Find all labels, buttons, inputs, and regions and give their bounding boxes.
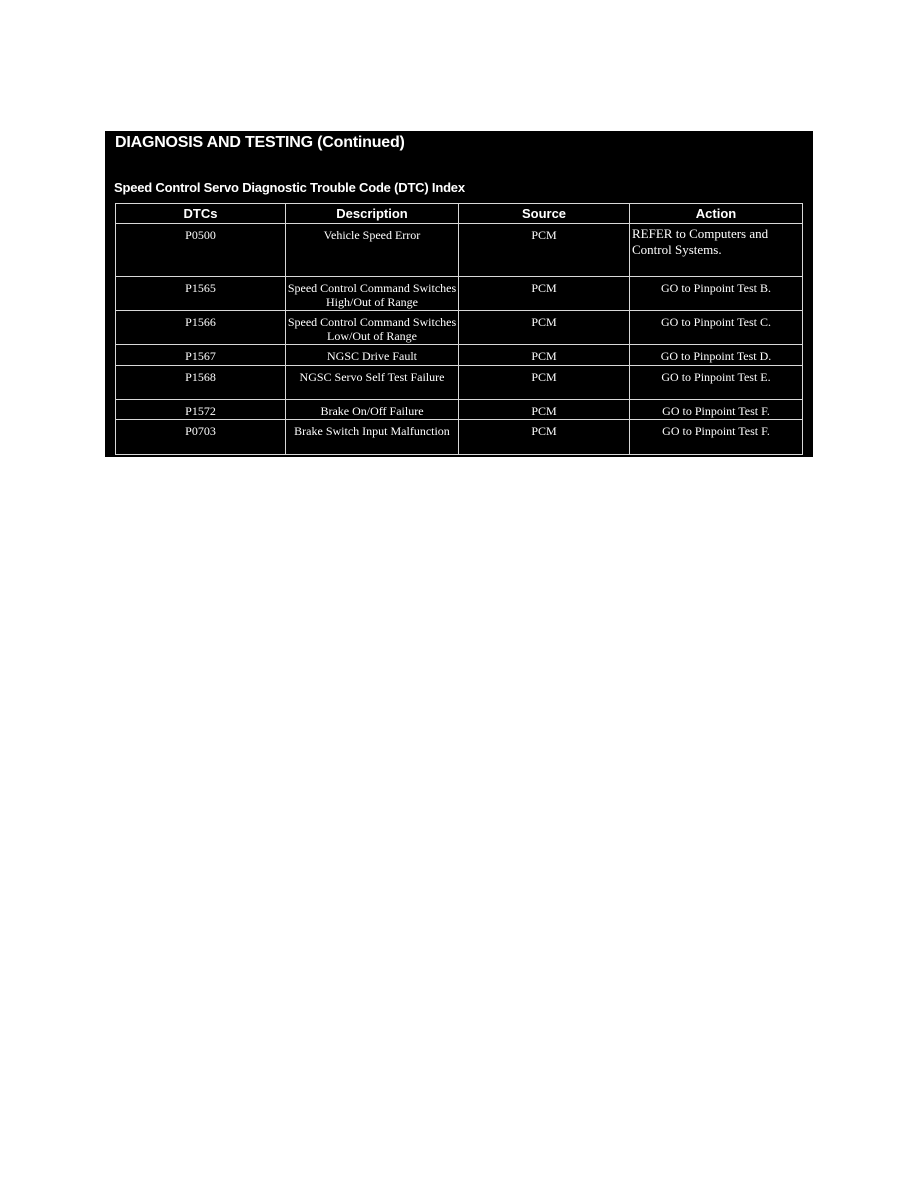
table-row [116,224,803,277]
dtc-code-cell: P1566 [116,311,286,345]
column-header-dtcs: DTCs [116,204,286,224]
table-title: Speed Control Servo Diagnostic Trouble Code (DTC) Index [114,180,465,195]
dtc-code-cell: P1565 [116,277,286,311]
section-heading: DIAGNOSIS AND TESTING (Continued) [115,134,405,151]
description-cell: Speed Control Command Switches Low/Out of Range [286,311,459,345]
source-cell: PCM [459,420,630,455]
action-cell: GO to Pinpoint Test C. [630,311,803,345]
table-row [116,311,803,345]
table-row [116,400,803,420]
column-header-action: Action [630,204,803,224]
dtc-code-cell: P0500 [116,224,286,277]
action-cell: GO to Pinpoint Test E. [630,366,803,400]
action-cell: GO to Pinpoint Test D. [630,345,803,366]
action-cell: GO to Pinpoint Test F. [630,420,803,455]
description-cell: Brake On/Off Failure [286,400,459,420]
action-cell: GO to Pinpoint Test B. [630,277,803,311]
action-cell: REFER to Computers and Control Systems. [630,224,803,277]
source-cell: PCM [459,366,630,400]
table-header-row [116,204,803,224]
source-cell: PCM [459,277,630,311]
table-row [116,366,803,400]
table-row [116,420,803,455]
dtc-index-panel [105,131,813,457]
dtc-code-cell: P1567 [116,345,286,366]
dtc-code-cell: P0703 [116,420,286,455]
column-header-description: Description [286,204,459,224]
dtc-code-cell: P1568 [116,366,286,400]
description-cell: NGSC Drive Fault [286,345,459,366]
source-cell: PCM [459,311,630,345]
description-cell: NGSC Servo Self Test Failure [286,366,459,400]
dtc-code-cell: P1572 [116,400,286,420]
column-header-source: Source [459,204,630,224]
description-cell: Vehicle Speed Error [286,224,459,277]
action-cell: GO to Pinpoint Test F. [630,400,803,420]
source-cell: PCM [459,345,630,366]
table-row [116,277,803,311]
description-cell: Speed Control Command Switches High/Out of Range [286,277,459,311]
table-row [116,345,803,366]
dtc-table [115,203,803,455]
source-cell: PCM [459,400,630,420]
description-cell: Brake Switch Input Malfunction [286,420,459,455]
source-cell: PCM [459,224,630,277]
